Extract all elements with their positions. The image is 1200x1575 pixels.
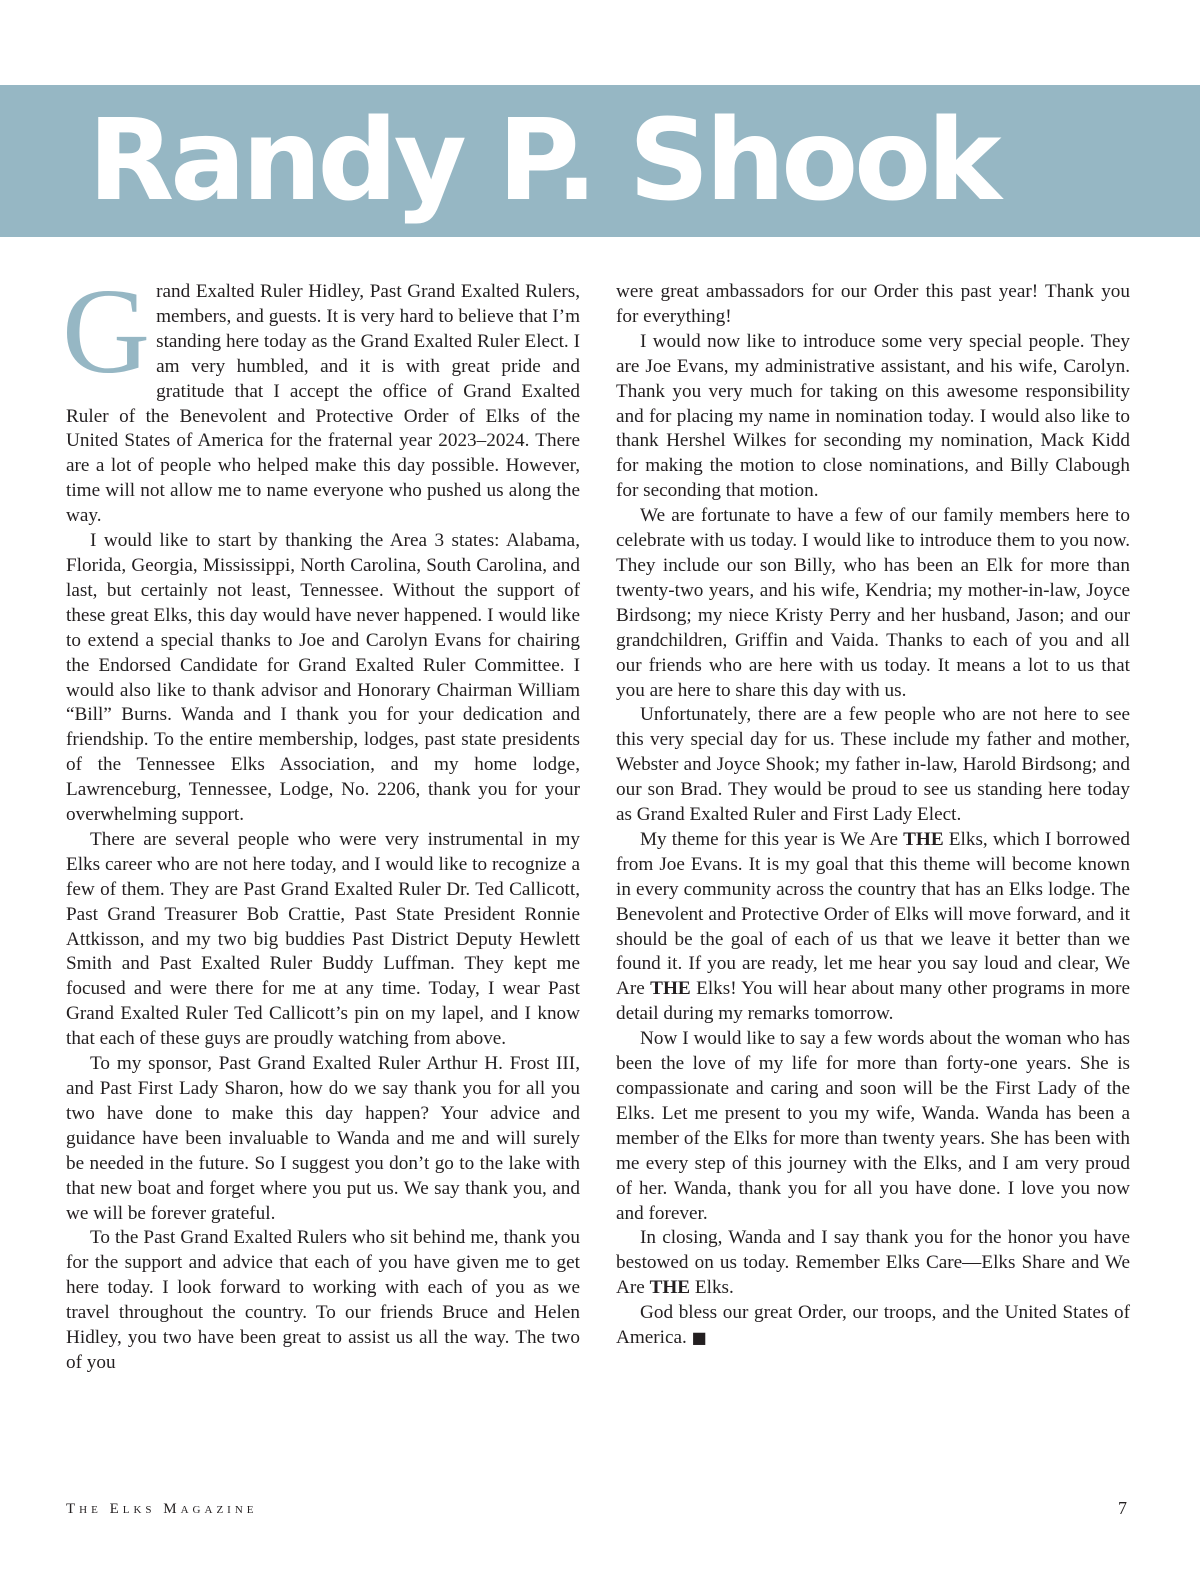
paragraph-4: To my sponsor, Past Grand Exalted Ruler Arthur H. Frost III, and Past First Lady Sharon, how do we say thank you for all you two have done to make this day happen? Your advice and guidance have been invaluable to Wanda and me and will surely be needed in the future. So I suggest you don’t go to the lake with that new boat and forget where you put us. We say thank you, and we will be forever grateful.	[66, 1053, 580, 1224]
paragraph-6: I would now like to introduce some very special people. They are Joe Evans, my administrative assistant, and his wife, Carolyn. Thank you very much for taking on this awesome responsibility and for placing my name in nomination today. I would also like to thank Hershel Wilkes for seconding my nomination, Mack Kidd for making the motion to close nominations, and Billy Clabough for seconding that motion.	[616, 330, 1130, 502]
end-mark-icon: ■	[691, 1328, 707, 1348]
paragraph-2: I would like to start by thanking the Area 3 states: Alabama, Florida, Georgia, Mississippi, North Carolina, South Carolina, and last, but certainly not least, Tennessee. Without the support of these great Elks, this day would have never happened. I would like to extend a special thanks to Joe and Carolyn Evans for chairing the Endorsed Candidate for Grand Exalted Ruler Committee. I would also like to thank advisor and Honorary Chairman William “Bill” Burns. Wanda and I thank you for your dedication and friendship. To the entire membership, lodges, past state presidents of the Tennessee Elks Association, and my home lodge, Lawrenceburg, Tennessee, Lodge, No. 2206, thank you for your overwhelming support.	[66, 530, 580, 826]
magazine-name: The Elks Magazine	[66, 1501, 258, 1517]
paragraph-9: My theme for this year is We Are THE Elks, which I borrowed from Joe Evans. It is my goal that this theme will become known in every community across the country that has an Elks lodge. The Benevolent and Protective Order of Elks will move forward, and it should be the goal of each of us that we leave it better than we found it. If you are ready, let me hear you say loud and clear, We Are THE Elks! You will hear about many other programs in more detail during my remarks tomorrow.	[616, 828, 1130, 1025]
paragraph-continued: were great ambassadors for our Order this past year! Thank you for everything!	[616, 281, 1130, 327]
page-number: 7	[1118, 1498, 1127, 1518]
paragraph-8: Unfortunately, there are a few people who are not here to see this very special day for us. These include my father and mother, Webster and Joyce Shook; my father in-law, Harold Birdsong; and our son Brad. They would be proud to see us standing here today as Grand Exalted Ruler and First Lady Elect.	[616, 704, 1130, 826]
paragraph-11: In closing, Wanda and I say thank you for the honor you have bestowed on us today. Remember Elks Care—Elks Share and We Are THE Elks.	[616, 1227, 1130, 1299]
page-title: Randy P. Shook	[88, 96, 998, 226]
drop-cap: G	[62, 264, 151, 399]
paragraph-10: Now I would like to say a few words about the woman who has been the love of my life for more than forty-one years. She is compassionate and caring and soon will be the First Lady of the Elks. Let me present to you my wife, Wanda. Wanda has been a member of the Elks for more than twenty years. She has been with me every step of this journey with the Elks, and I am very proud of her. Wanda, thank you for all you have done. I love you now and forever.	[616, 1028, 1130, 1224]
paragraph-5: To the Past Grand Exalted Rulers who sit behind me, thank you for the support and advice that each of you have given me to get here today. I look forward to working with each of you as we travel throughout the country. To our friends Bruce and Helen Hidley, you two have been great to assist us all the way. The two of you	[66, 1227, 580, 1373]
paragraph-3: There are several people who were very instrumental in my Elks career who are not here today, and I would like to recognize a few of them. They are Past Grand Exalted Ruler Dr. Ted Callicott, Past Grand Treasurer Bob Crattie, Past State President Ronnie Attkisson, and my two big buddies Past District Deputy Hewlett Smith and Past Exalted Ruler Buddy Luffman. They kept me focused and were there for me at any time. Today, I wear Past Grand Exalted Ruler Ted Callicott’s pin on my lapel, and I know that each of these guys are proudly watching from above.	[66, 828, 580, 1050]
paragraph-1: Grand Exalted Ruler Hidley, Past Grand Exalted Rulers, members, and guests. It is very hard to believe that I’m standing here today as the Grand Exalted Ruler Elect. I am very humbled, and it is with great pride and gratitude that I accept the office of Grand Exalted Ruler of the Benevolent and Protective Order of Elks of the United States of America for the fraternal year 2023–2024. There are a lot of people who helped make this day possible. However, time will not allow me to name everyone who pushed us along the way.	[62, 264, 580, 527]
paragraph-7: We are fortunate to have a few of our family members here to celebrate with us today. I would like to introduce them to you now. They include our son Billy, who has been an Elk for more than twenty-two years, and his wife, Kendria; my mother-in-law, Joyce Birdsong; my niece Kristy Perry and her husband, Jason; and our grandchildren, Griffin and Vaida. Thanks to each of you and all our friends who are here with us today. It means a lot to us that you are here to share this day with us.	[616, 505, 1130, 701]
title-banner	[0, 85, 1200, 237]
paragraph-12: God bless our great Order, our troops, and the United States of America. ■	[616, 1302, 1130, 1349]
right-column	[616, 280, 1130, 1351]
left-column	[62, 264, 580, 1376]
